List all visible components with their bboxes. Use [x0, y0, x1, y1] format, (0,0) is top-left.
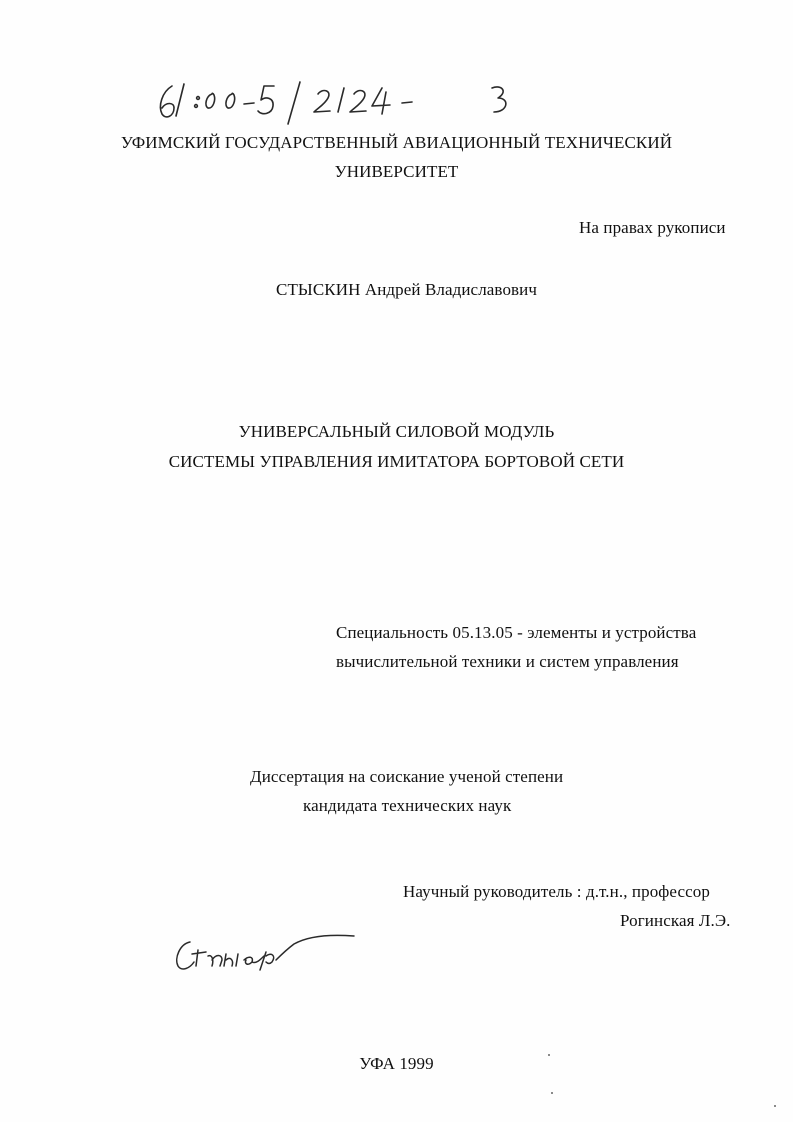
degree-line-1: Диссертация на соискание ученой степени — [250, 767, 564, 786]
specialty-line-1: Специальность 05.13.05 - элементы и устройства — [336, 623, 697, 642]
thesis-title-line-2: СИСТЕМЫ УПРАВЛЕНИЯ ИМИТАТОРА БОРТОВОЙ СЕТИ — [168, 452, 625, 471]
university-name-line-2: УНИВЕРСИТЕТ — [334, 162, 459, 181]
supervisor-line-2: Рогинская Л.Э. — [620, 911, 731, 930]
supervisor-line-1: Научный руководитель : д.т.н., профессор — [403, 882, 710, 901]
specialty-line-2: вычислительной техники и систем управления — [336, 652, 679, 671]
scan-speck — [548, 1054, 550, 1056]
handwritten-archive-code — [150, 76, 520, 136]
scan-speck — [551, 1092, 553, 1094]
thesis-title-line-1: УНИВЕРСАЛЬНЫЙ СИЛОВОЙ МОДУЛЬ — [238, 422, 555, 441]
manuscript-note: На правах рукописи — [579, 218, 726, 237]
author-name: СТЫСКИН Андрей Владиславович — [276, 280, 538, 299]
university-name-line-1: УФИМСКИЙ ГОСУДАРСТВЕННЫЙ АВИАЦИОННЫЙ ТЕХНИЧЕСКИЙ — [120, 133, 673, 152]
city-year: УФА 1999 — [359, 1054, 434, 1073]
author-signature — [168, 920, 368, 990]
scan-speck — [774, 1105, 776, 1107]
degree-line-2: кандидата технических наук — [303, 796, 512, 815]
